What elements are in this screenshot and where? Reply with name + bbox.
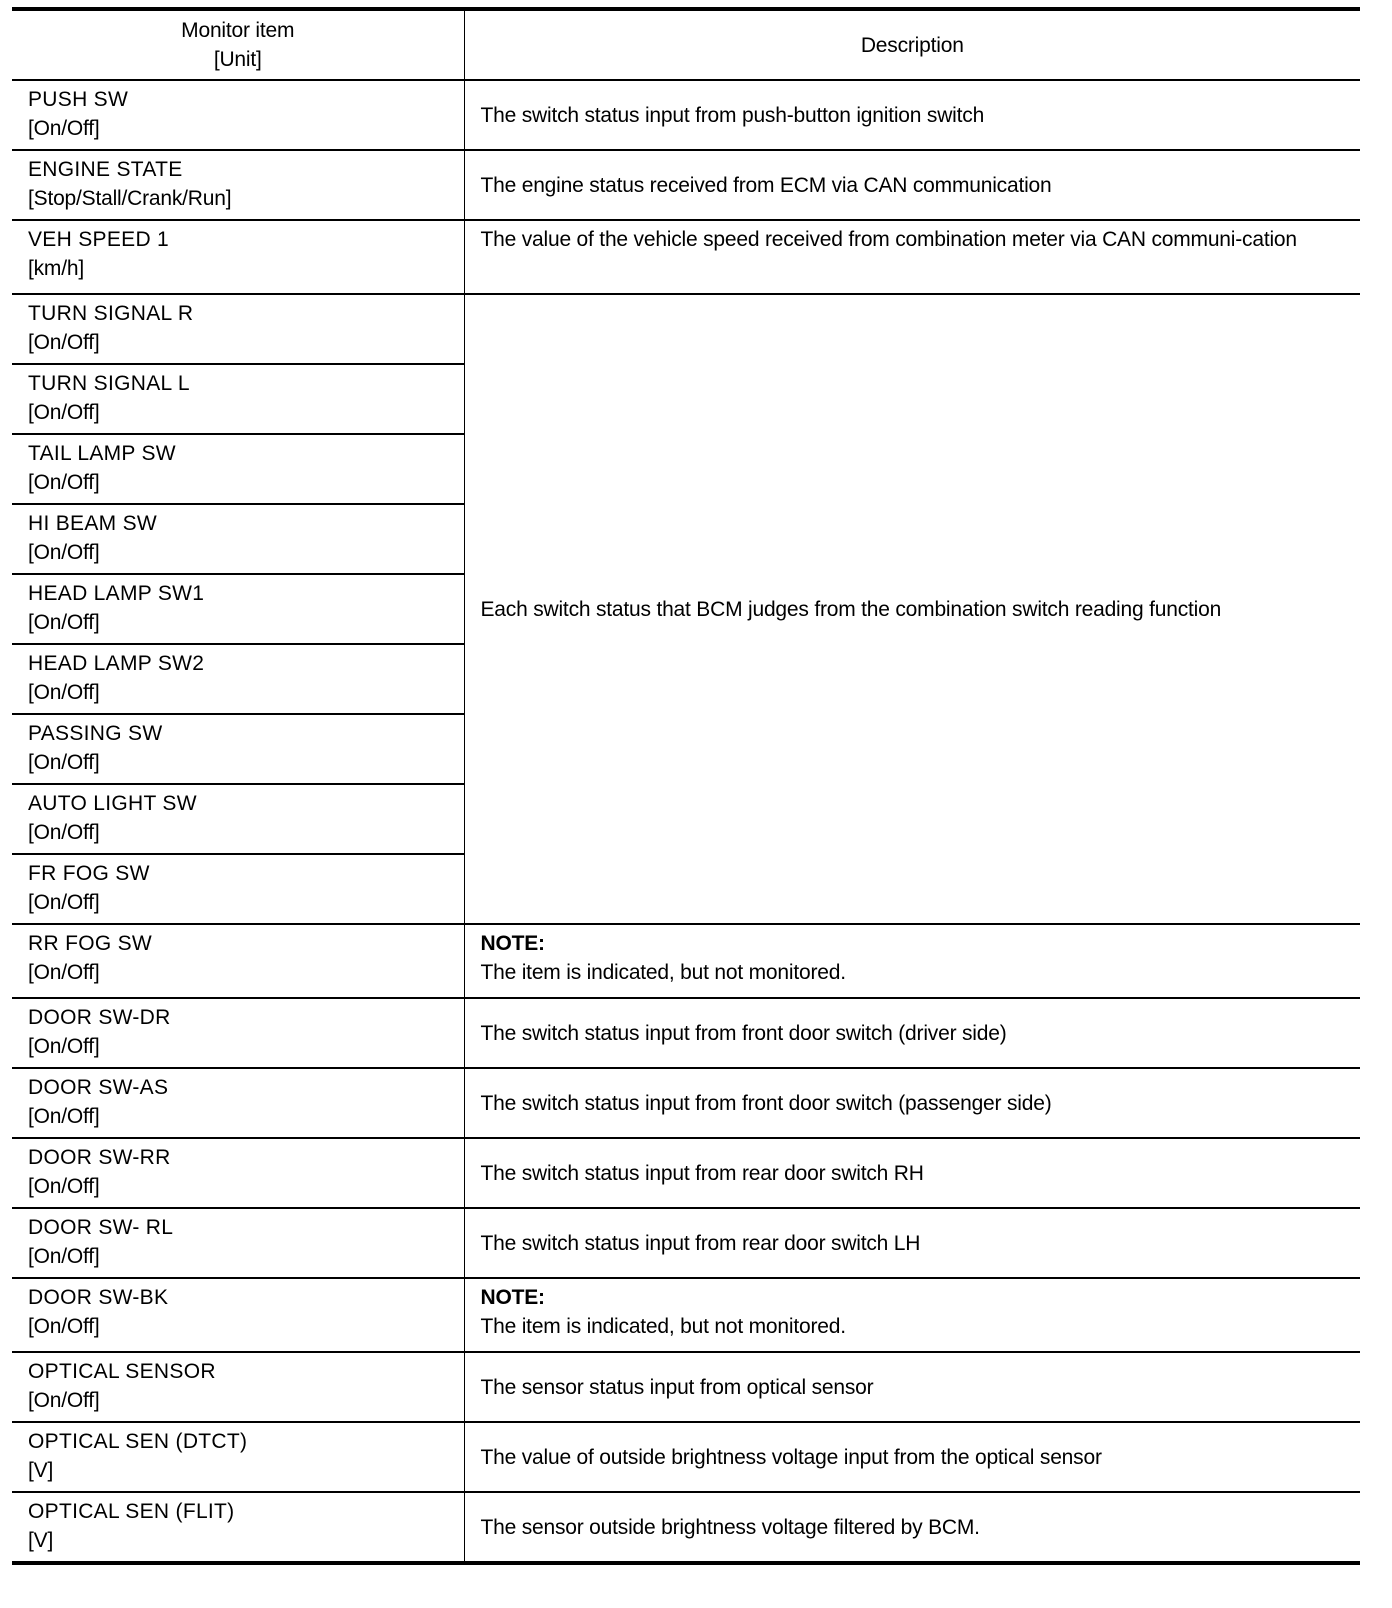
monitor-item-cell: DOOR SW-DR [On/Off] xyxy=(12,998,464,1068)
monitor-item-cell: OPTICAL SEN (DTCT) [V] xyxy=(12,1422,464,1492)
table-row xyxy=(12,1068,1360,1138)
header-monitor-item: Monitor item [Unit] xyxy=(12,9,464,80)
table-row xyxy=(12,1422,1360,1492)
description-cell: The value of outside brightness voltage input from the optical sensor xyxy=(464,1422,1360,1492)
monitor-item-cell: AUTO LIGHT SW [On/Off] xyxy=(12,784,464,854)
monitor-item-cell: DOOR SW-AS [On/Off] xyxy=(12,1068,464,1138)
description-cell: The switch status input from front door switch (passenger side) xyxy=(464,1068,1360,1138)
description-cell: The switch status input from front door switch (driver side) xyxy=(464,998,1360,1068)
description-cell: The sensor outside brightness voltage filtered by BCM. xyxy=(464,1492,1360,1563)
monitor-item-cell: OPTICAL SEN (FLIT) [V] xyxy=(12,1492,464,1563)
note-label: NOTE: xyxy=(480,932,545,955)
table-row xyxy=(12,80,1360,150)
monitor-item-cell: DOOR SW- RL [On/Off] xyxy=(12,1208,464,1278)
note-description-cell xyxy=(464,924,1360,998)
description-cell: The engine status received from ECM via CAN communication xyxy=(464,150,1360,220)
monitor-item-cell: PASSING SW [On/Off] xyxy=(12,714,464,784)
note-text: The item is indicated, but not monitored. xyxy=(480,1315,846,1338)
description-cell: The sensor status input from optical sensor xyxy=(464,1352,1360,1422)
description-cell: The switch status input from rear door switch RH xyxy=(464,1138,1360,1208)
description-cell: The switch status input from push-button ignition switch xyxy=(480,103,985,127)
monitor-item-cell: HI BEAM SW [On/Off] xyxy=(12,504,464,574)
monitor-item-cell: ENGINE STATE [Stop/Stall/Crank/Run] xyxy=(12,150,464,220)
monitor-item-table xyxy=(12,7,1360,1565)
monitor-item-cell: RR FOG SW [On/Off] xyxy=(12,924,464,998)
monitor-item-cell: TURN SIGNAL L [On/Off] xyxy=(12,364,464,434)
header-description: Description xyxy=(464,9,1360,80)
table-row xyxy=(12,294,1360,364)
monitor-item-cell: HEAD LAMP SW2 [On/Off] xyxy=(12,644,464,714)
monitor-item-cell: DOOR SW-RR [On/Off] xyxy=(12,1138,464,1208)
monitor-item-cell: OPTICAL SENSOR [On/Off] xyxy=(12,1352,464,1422)
monitor-item-cell: TURN SIGNAL R [On/Off] xyxy=(12,294,464,364)
monitor-item-cell: TAIL LAMP SW [On/Off] xyxy=(12,434,464,504)
description-cell: The switch status input from rear door switch LH xyxy=(464,1208,1360,1278)
description-cell: The value of the vehicle speed received from combination meter via CAN communi-cation xyxy=(464,220,1360,294)
table-row xyxy=(12,220,1360,294)
note-text: The item is indicated, but not monitored. xyxy=(480,961,846,984)
monitor-item-cell: FR FOG SW [On/Off] xyxy=(12,854,464,924)
table-row xyxy=(12,998,1360,1068)
monitor-item-cell: VEH SPEED 1 [km/h] xyxy=(12,220,464,294)
monitor-item-cell: PUSH SW [On/Off] xyxy=(12,80,464,150)
table-row xyxy=(12,1208,1360,1278)
merged-description-cell: Each switch status that BCM judges from the combination switch reading function xyxy=(464,294,1360,924)
note-label: NOTE: xyxy=(480,1286,545,1309)
table-row xyxy=(12,924,1360,998)
table-row xyxy=(12,150,1360,220)
monitor-item-cell: HEAD LAMP SW1 [On/Off] xyxy=(12,574,464,644)
table-row xyxy=(12,1278,1360,1352)
note-description-cell xyxy=(464,1278,1360,1352)
table-row xyxy=(12,1138,1360,1208)
table-header-row xyxy=(12,9,1360,80)
table-row xyxy=(12,1352,1360,1422)
table-row xyxy=(12,1492,1360,1563)
monitor-item-cell: DOOR SW-BK [On/Off] xyxy=(12,1278,464,1352)
